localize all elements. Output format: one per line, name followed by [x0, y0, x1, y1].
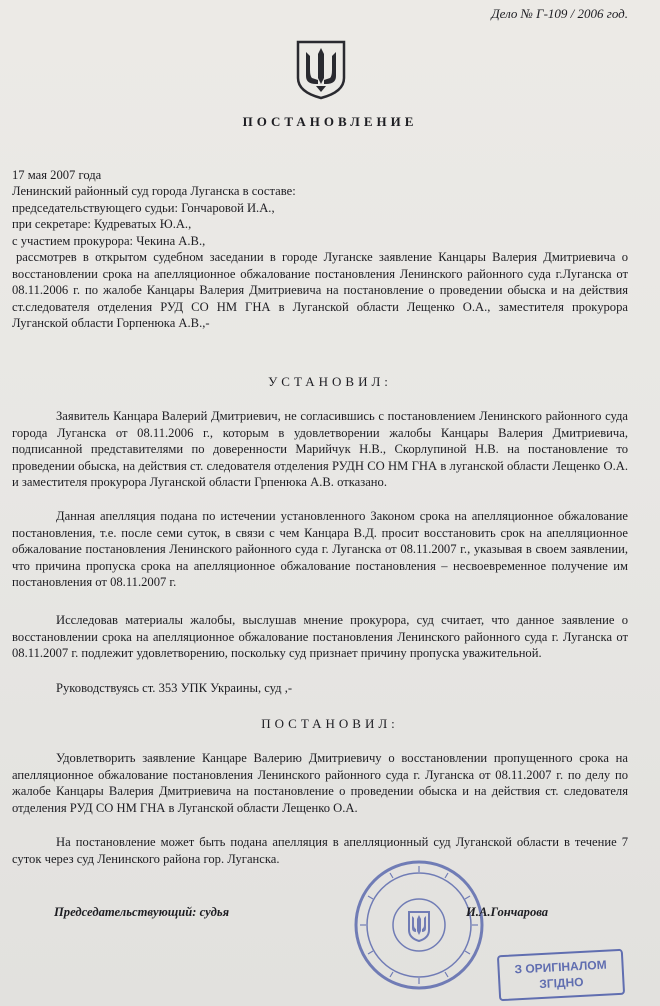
- certified-copy-stamp: [497, 949, 625, 1002]
- court-seal-icon: [352, 858, 486, 992]
- stamp-line-1: З ОРИГІНАЛОМ: [514, 957, 607, 977]
- trident-emblem-icon: [294, 38, 348, 100]
- signature-label: Председательствующий: судья: [54, 905, 230, 919]
- established-paragraph-3: Исследовав материалы жалобы, выслушав мнение прокурора, суд считает, что данное заявление о восстановлении срока на апелляционное обжалование постановления Ленинского районного суда г. Луганска от 08.11.2007 г. подлежит удовлетворению, поскольку суд признает причину пропуска уважительной.: [12, 613, 628, 660]
- header-date: 17 мая 2007 года: [12, 168, 102, 182]
- established-paragraph-1: Заявитель Канцара Валерий Дмитриевич, не согласившись с постановлением Ленинского районного суда города Луганска от 08.11.2006 г., которым в удовлетворении жалобы Канцары Валерия Дмитриевича, подписанной представителями по доверенности Марийчук Н.В., Скорлупиной Н.В. на постановление то проведении обыска, на действия ст. следователя отделения РУДН СО НМ ГНА в луганской области Лещенко О.А. и заместителя прокурора Луганской области Грпенюка А.В. отказано.: [12, 409, 628, 489]
- established-paragraph-4: Руководствуясь ст. 353 УПК Украины, суд ,-: [56, 681, 293, 695]
- document-title: ПОСТАНОВЛЕНИЕ: [242, 114, 418, 129]
- intro-paragraph: рассмотрев в открытом судебном заседании в городе Луганске заявление Канцары Валерия Дмитриевича о восстановлении срока на апелляционное обжалование постановления Ленинского районного суда г.Луганска от 08.11.2006 г. по жалобе Канцары Валерия Дмитриевича на постановление о проведении обыска и на действия ст.следователя отделения РУД СО НМ ГНА в Луганской области Лещенко О.А., заместителя прокурора Луганской области Горпенюка А.В.,-: [12, 250, 628, 330]
- header-prosecutor: с участием прокурора: Чекина А.В.,: [12, 234, 206, 248]
- decided-paragraph-2: На постановление может быть подана апелляция в апелляционный суд Луганской области в течение 7 суток через суд Ленинского района гор. Луганска.: [12, 835, 628, 866]
- decided-paragraph-1: Удовлетворить заявление Канцаре Валерию Дмитриевичу о восстановлении пропущенного срока на апелляционное обжалование постановления Ленинского районного суда г. Луганска от 08.11.2007 г. по делу по жалобе Канцары Валерия Дмитриевича на постановление о проведении обыска и на действия ст. следователя отделения РУД СО НМ ГНА в Луганской области Лещенко О.А.: [12, 751, 628, 815]
- established-paragraph-2: Данная апелляция подана по истечении установленного Законом срока на апелляционное обжалование постановления, т.е. после семи суток, в связи с чем Канцара В.Д. просит восстановить срок на апелляционное обжалование постановления Ленинского районного суда г. Луганска от 08.11.2007 г., указывая в своем заявлении, что причина пропуска срока на апелляционное обжалование постановления – несвоевременное получение им постановления от 08.11.2007 г.: [12, 509, 628, 589]
- case-number: Дело № Г-109 / 2006 год.: [491, 6, 628, 21]
- signature-name: И.А.Гончарова: [466, 905, 549, 919]
- section-established-heading: УСТАНОВИЛ:: [268, 374, 392, 389]
- section-decided-heading: ПОСТАНОВИЛ:: [261, 716, 399, 731]
- header-judge: председательствующего судьи: Гончаровой И.А.,: [12, 201, 275, 215]
- header-secretary: при секретаре: Кудреватых Ю.А.,: [12, 217, 192, 231]
- stamp-line-2: ЗГІДНО: [538, 974, 584, 992]
- header-court: Ленинский районный суд города Луганска в составе:: [12, 184, 296, 198]
